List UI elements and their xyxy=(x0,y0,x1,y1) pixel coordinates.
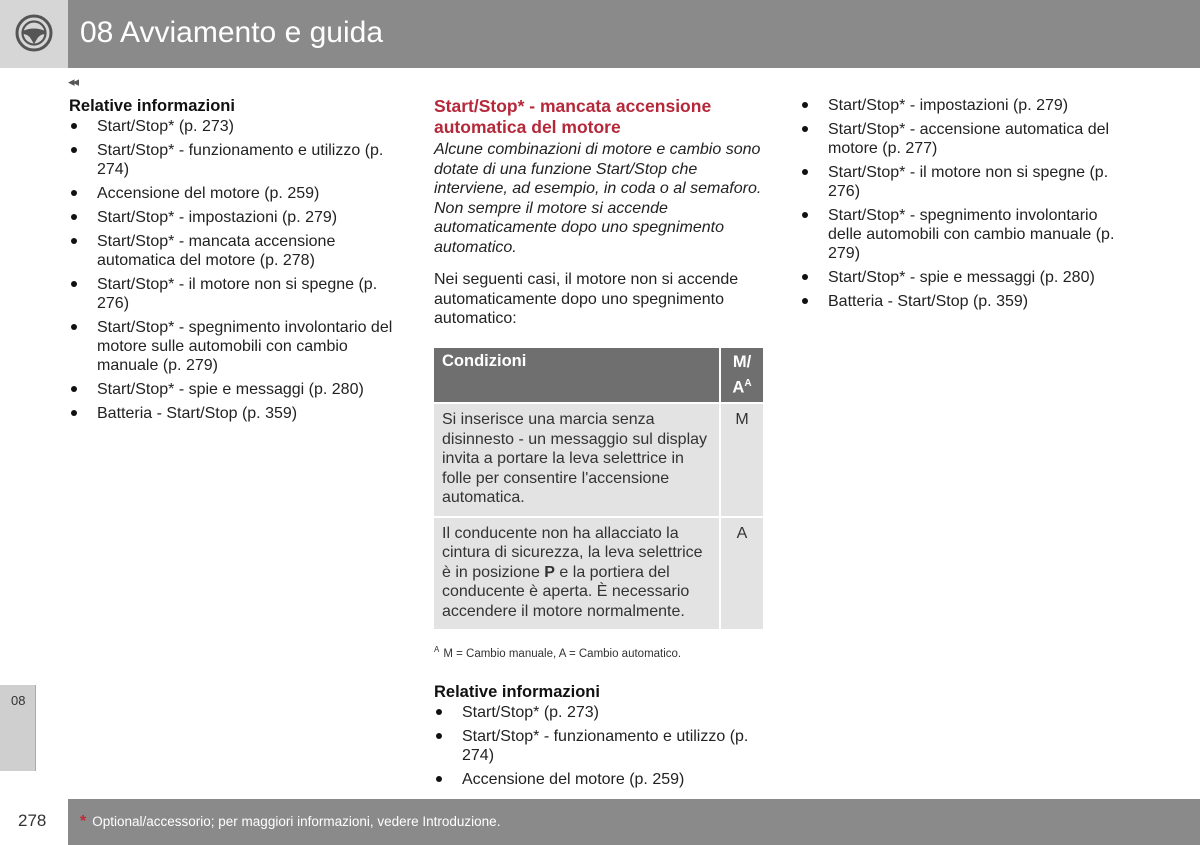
condition-text: e la portiera del conducente è aperta. È necessario accendere il motore normalmente. xyxy=(442,563,690,620)
gear-position-bold: P xyxy=(544,563,555,581)
related-info-list xyxy=(800,96,1130,311)
condition-cell xyxy=(434,518,719,630)
page-number: 278 xyxy=(18,811,47,830)
chapter-title: 08 Avviamento e guida xyxy=(80,16,384,49)
table-header-row xyxy=(434,348,763,403)
gearbox-header-line2: A xyxy=(732,378,745,396)
continued-marker: ◂◂ xyxy=(68,74,78,89)
asterisk-marker: * xyxy=(80,813,87,830)
related-link[interactable]: Start/Stop* - il motore non si spegne (p. 276) xyxy=(69,275,399,313)
related-link[interactable]: Start/Stop* - spegnimento involontario delle automobili con cambio manuale (p. 279) xyxy=(800,206,1130,263)
related-info-heading: Relative informazioni xyxy=(434,682,600,701)
section-title: Start/Stop* - mancata accensione automatica del motore xyxy=(434,96,712,137)
related-link[interactable]: Start/Stop* - il motore non si spegne (p. 276) xyxy=(800,163,1130,201)
related-link[interactable]: Start/Stop* - spie e messaggi (p. 280) xyxy=(800,268,1130,287)
footnote-ref: A xyxy=(744,377,752,389)
conditions-table xyxy=(432,346,765,632)
related-link[interactable]: Start/Stop* - funzionamento e utilizzo (p. 274) xyxy=(434,727,769,765)
related-link[interactable]: Start/Stop* - spie e messaggi (p. 280) xyxy=(69,380,399,399)
related-link[interactable]: Start/Stop* (p. 273) xyxy=(69,117,399,136)
table-row xyxy=(434,518,763,630)
section-body: Nei seguenti casi, il motore non si accende automaticamente dopo uno spegnimento automatico: xyxy=(434,271,739,327)
related-link[interactable]: Start/Stop* - mancata accensione automatica del motore (p. 278) xyxy=(69,232,399,270)
related-link[interactable]: Batteria - Start/Stop (p. 359) xyxy=(800,292,1130,311)
condition-text: Il conducente non ha allacciato la cintura di sicurezza, la leva selettrice è in posizione xyxy=(442,524,703,581)
chapter-icon-box xyxy=(0,0,68,68)
gearbox-type-header xyxy=(721,348,763,403)
related-link[interactable]: Accensione del motore (p. 259) xyxy=(434,770,769,789)
side-tab-label: 08 xyxy=(11,693,26,708)
footnote-text: M = Cambio manuale, A = Cambio automatico. xyxy=(443,647,682,660)
related-link[interactable]: Start/Stop* - impostazioni (p. 279) xyxy=(69,208,399,227)
related-link[interactable]: Start/Stop* - funzionamento e utilizzo (p. 274) xyxy=(69,141,399,179)
table-footnote xyxy=(434,640,769,664)
related-link[interactable]: Batteria - Start/Stop (p. 359) xyxy=(69,404,399,423)
related-info-list xyxy=(69,117,399,423)
chapter-side-tab[interactable] xyxy=(0,685,36,771)
related-info-heading: Relative informazioni xyxy=(69,97,235,115)
condition-cell: Si inserisce una marcia senza disinnesto - un messaggio sul display invita a portare la leva selettrice in folle per consentire l'accensione automatica. xyxy=(434,404,719,516)
related-info-list xyxy=(434,703,769,789)
footer-note xyxy=(80,813,500,831)
page-footer xyxy=(68,799,1200,845)
conditions-header: Condizioni xyxy=(434,348,719,403)
middle-column xyxy=(434,96,769,794)
related-link[interactable]: Start/Stop* - spegnimento involontario del motore sulle automobili con cambio manuale (p. 279) xyxy=(69,318,399,375)
gearbox-type-cell: A xyxy=(721,518,763,630)
section-intro: Alcune combinazioni di motore e cambio sono dotate di una funzione Start/Stop che interviene, ad esempio, in coda o al semaforo. Non sempre il motore si accende automaticamente dopo uno spegnimento automatico. xyxy=(434,141,762,256)
table-row xyxy=(434,404,763,516)
footnote-marker: A xyxy=(434,645,440,654)
related-link[interactable]: Start/Stop* (p. 273) xyxy=(434,703,769,722)
related-link[interactable]: Start/Stop* - accensione automatica del motore (p. 277) xyxy=(800,120,1130,158)
steering-wheel-icon xyxy=(14,13,54,53)
gearbox-type-cell: M xyxy=(721,404,763,516)
right-column xyxy=(800,96,1130,316)
related-link[interactable]: Accensione del motore (p. 259) xyxy=(69,184,399,203)
footer-note-text: Optional/accessorio; per maggiori informazioni, vedere Introduzione. xyxy=(92,814,501,829)
chapter-header xyxy=(0,0,1200,68)
gearbox-header-line1: M/ xyxy=(732,352,752,371)
related-link[interactable]: Start/Stop* - impostazioni (p. 279) xyxy=(800,96,1130,115)
left-column xyxy=(69,96,399,428)
